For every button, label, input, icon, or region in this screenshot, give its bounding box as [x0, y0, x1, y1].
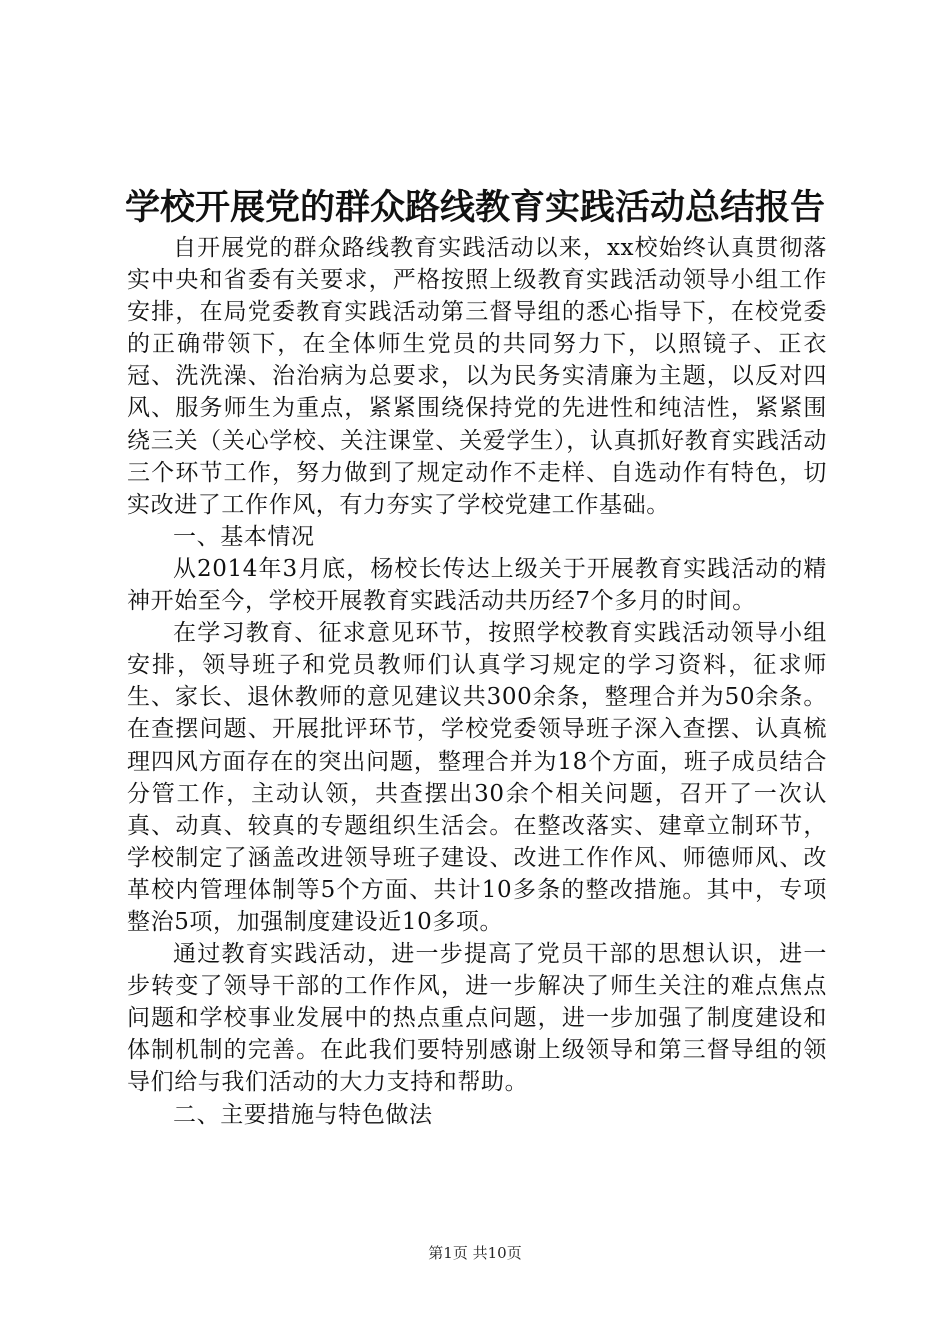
paragraph-timeline: 从2014年3月底，杨校长传达上级关于开展教育实践活动的精神开始至今，学校开展教育实践活动共历经7个多月的时间。	[127, 555, 827, 615]
document-body	[127, 232, 827, 1131]
paragraph-process: 在学习教育、征求意见环节，按照学校教育实践活动领导小组安排，领导班子和党员教师们认真学习规定的学习资料，征求师生、家长、退休教师的意见建议共300余条，整理合并为50余条。在查摆问题、开展批评环节，学校党委领导班子深入查摆、认真梳理四风方面存在的突出问题，整理合并为18个方面，班子成员结合分管工作，主动认领，共查摆出30余个相关问题，召开了一次认真、动真、较真的专题组织生活会。在整改落实、建章立制环节，学校制定了涵盖改进领导班子建设、改进工作作风、师德师风、改革校内管理体制等5个方面、共计10多条的整改措施。其中，专项整治5项，加强制度建设近10多项。	[127, 620, 827, 935]
paragraph-results: 通过教育实践活动，进一步提高了党员干部的思想认识，进一步转变了领导干部的工作作风，进一步解决了师生关注的难点焦点问题和学校事业发展中的热点重点问题，进一步加强了制度建设和体制机制的完善。在此我们要特别感谢上级领导和第三督导组的领导们给与我们活动的大力支持和帮助。	[127, 941, 827, 1096]
section-heading-measures: 二、主要措施与特色做法	[173, 1101, 433, 1128]
section-heading-basic-situation: 一、基本情况	[173, 523, 315, 550]
page-footer: 第1页 共10页	[428, 1244, 522, 1262]
paragraph-intro: 自开展党的群众路线教育实践活动以来，xx校始终认真贯彻落实中央和省委有关要求，严格按照上级教育实践活动领导小组工作安排，在局党委教育实践活动第三督导组的悉心指导下，在校党委的正确带领下，在全体师生党员的共同努力下，以照镜子、正衣冠、洗洗澡、治治病为总要求，以为民务实清廉为主题，以反对四风、服务师生为重点，紧紧围绕保持党的先进性和纯洁性，紧紧围绕三关（关心学校、关注课堂、关爱学生），认真抓好教育实践活动三个环节工作，努力做到了规定动作不走样、自选动作有特色，切实改进了工作作风，有力夯实了学校党建工作基础。	[127, 235, 827, 518]
document-title: 学校开展党的群众路线教育实践活动总结报告	[124, 188, 825, 228]
